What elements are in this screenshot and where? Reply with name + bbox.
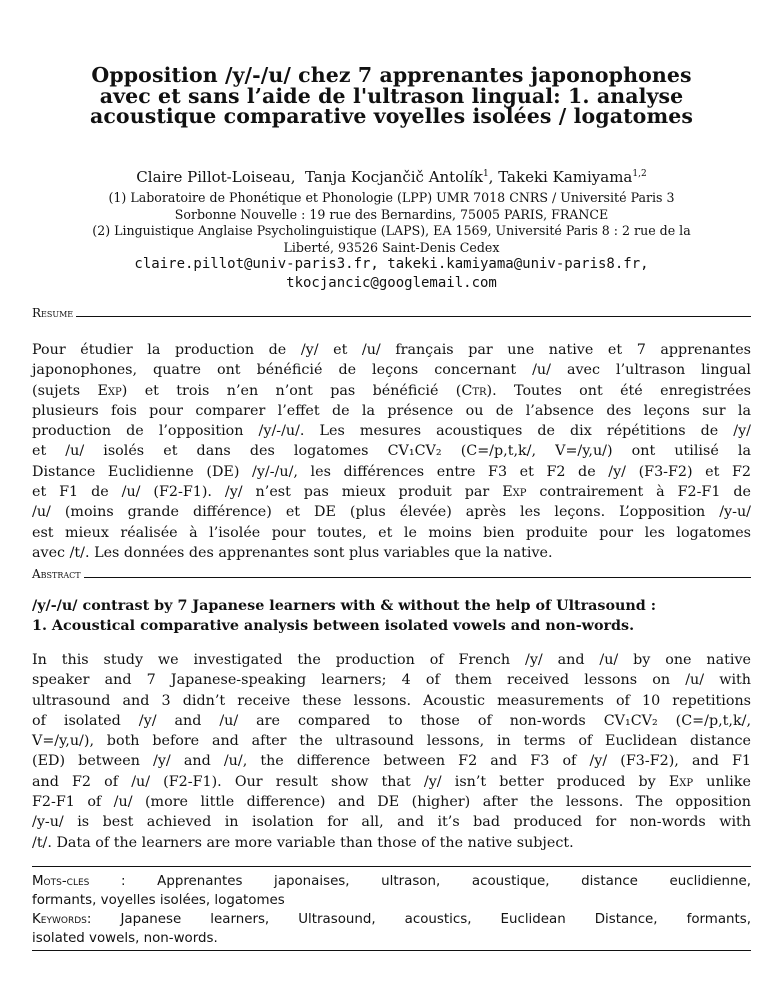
author-list (32, 168, 751, 186)
keywords-line: Keywords: Japanese learners, Ultrasound, acoustics, Euclidean Distance, formants, (32, 912, 751, 927)
affiliation-line: (2) Linguistique Anglaise Psycholinguistique (LAPS), EA 1569, Université Paris 8 : 2 rue de la (92, 223, 691, 239)
text-line: et /u/ isolés et dans des logatomes CV₁CV₂ (C=/p,t,k/, V=/y,u/) ont utilisé la (32, 443, 751, 460)
abstract-body (32, 650, 751, 853)
text-line: (ED) between /y/ and /u/, the difference between F2 and F3 of /y/ (F3-F2), and F1 (32, 753, 751, 770)
affiliation-line: Sorbonne Nouvelle : 19 rue des Bernardins, 75005 PARIS, FRANCE (174, 206, 609, 222)
mots-cles-line: formants, voyelles isolées, logatomes (32, 893, 285, 908)
abstract-heading (32, 567, 751, 581)
text-line: speaker and 7 Japanese-speaking learners; 4 of them received lessons on /u/ with (32, 672, 751, 689)
resume-body (32, 340, 751, 563)
text-line: /u/ (moins grande différence) et DE (plus élevée) après les leçons. L’opposition /y-u/ (32, 504, 751, 521)
title-line: Opposition /y/-/u/ chez 7 apprenantes japonophones (91, 63, 692, 87)
author-affil-mark: 1,2 (632, 169, 647, 179)
author-name: , Takeki Kamiyama (488, 168, 633, 186)
keywords-text: Japanese learners, Ultrasound, acoustics, Euclidean Distance, formants, (120, 912, 751, 927)
text-line: and F2 of /u/ (F2-F1). Our result show that /y/ isn’t better produced by Exp unlike (32, 773, 751, 790)
text-line: production de l’opposition /y/-/u/. Les mesures acoustiques de dix répétitions de /y/ (32, 423, 751, 440)
english-title (32, 596, 751, 637)
affiliations (32, 190, 751, 256)
text-line: japonophones, quatre ont bénéficié de leçons concernant /u/ avec l’ultrason lingual (32, 362, 751, 379)
resume-heading (32, 306, 751, 320)
email-line[interactable]: tkocjancic@googlemail.com (286, 275, 497, 291)
text-line: of isolated /y/ and /u/ are compared to those of non-words CV₁CV₂ (C=/p,t,k/, (32, 712, 751, 729)
email-line[interactable]: claire.pillot@univ-paris3.fr, takeki.kamiyama@univ-paris8.fr, (134, 256, 649, 272)
text-line: plusieurs fois pour comparer l’effet de la présence ou de l’absence des leçons sur la (32, 402, 751, 419)
text-line: (sujets Exp) et trois n’en n’ont pas bénéficié (Ctr). Toutes ont été enregistrées (32, 382, 751, 399)
text-line: F2-F1 of /u/ (more little difference) and DE (higher) after the lessons. The opposition (32, 794, 751, 811)
mots-cles-text: Apprenantes japonaises, ultrason, acoustique, distance euclidienne, (157, 874, 752, 889)
keywords-block (32, 872, 751, 948)
text-line: /t/. Data of the learners are more variable than those of the native subject. (32, 834, 574, 851)
text-line: /y-u/ is best achieved in isolation for all, and it’s bad produced for non-words with (32, 814, 751, 831)
keywords-bottom-rule (32, 950, 751, 951)
text-line: V=/y,u/), both before and after the ultrasound lessons, in terms of Euclidean distance (32, 733, 751, 750)
mots-cles-line: Mots-cles : Apprenantes japonaises, ultrason, acoustique, distance euclidienne, (32, 874, 752, 889)
english-title-line: 1. Acoustical comparative analysis between isolated vowels and non-words. (32, 618, 635, 635)
text-line: est mieux réalisée à l’isolée pour toutes, et le moins bien produite pour les logatomes (32, 524, 751, 541)
author-name: Claire Pillot-Loiseau, (136, 168, 296, 186)
keywords-line: isolated vowels, non-words. (32, 931, 218, 946)
resume-heading-label: Resume (32, 306, 74, 320)
paper-title (32, 65, 751, 127)
keywords-label: Keywords (32, 912, 87, 927)
text-line: et F1 de /u/ (F2-F1). /y/ n’est pas mieux produit par Exp contrairement à F2-F1 de (32, 484, 751, 501)
author-affil-mark: 1 (482, 169, 489, 179)
affiliation-line: (1) Laboratoire de Phonétique et Phonologie (LPP) UMR 7018 CNRS / Université Paris 3 (108, 190, 675, 205)
text-line: Distance Euclidienne (DE) /y/-/u/, les différences entre F3 et F2 de /y/ (F3-F2) et F2 (32, 463, 751, 480)
english-title-line: /y/-/u/ contrast by 7 Japanese learners with & without the help of Ultrasound : (32, 598, 657, 614)
title-line: avec et sans l’aide de l'ultrason lingual: 1. analyse (99, 83, 684, 108)
author-name: Tanja Kocjančič Antolík (305, 168, 483, 186)
heading-rule (84, 577, 751, 578)
affiliation-line: Liberté, 93526 Saint-Denis Cedex (283, 239, 500, 255)
mots-cles-label: Mots-cles (32, 874, 90, 889)
text-line: Pour étudier la production de /y/ et /u/ français par une native et 7 apprenantes (32, 342, 751, 358)
text-line: ultrasound and 3 didn’t receive these lessons. Acoustic measurements of 10 repetitions (32, 692, 751, 709)
abstract-heading-label: Abstract (32, 567, 81, 581)
heading-rule (76, 316, 751, 317)
author-emails (32, 255, 751, 293)
keywords-top-rule (32, 866, 751, 867)
text-line: avec /t/. Les données des apprenantes sont plus variables que la native. (32, 544, 553, 561)
text-line: In this study we investigated the production of French /y/ and /u/ by one native (32, 652, 751, 668)
title-line: acoustique comparative voyelles isolées / logatomes (89, 104, 694, 128)
